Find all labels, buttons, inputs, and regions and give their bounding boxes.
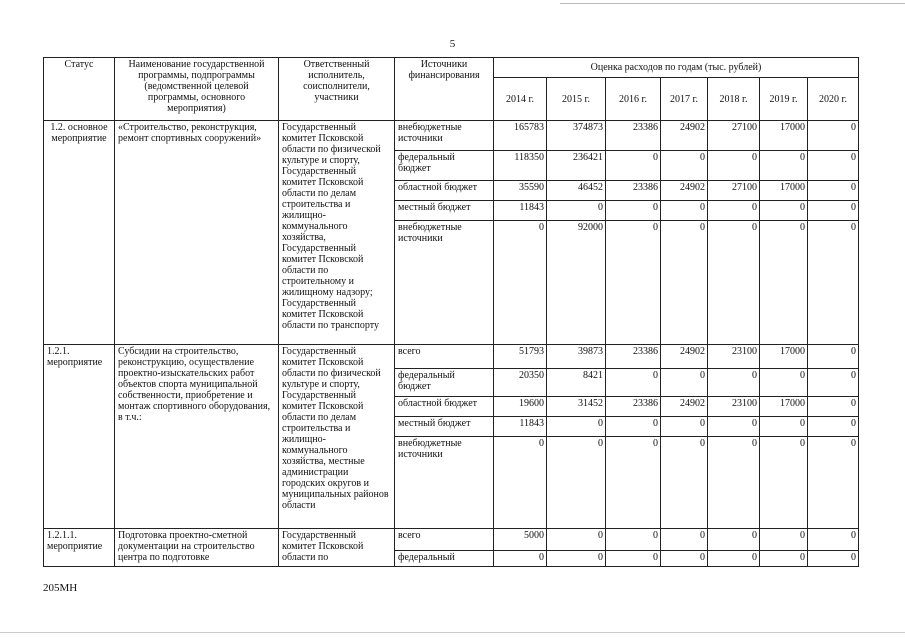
value-cell: 0 (547, 529, 606, 551)
header-estimate: Оценка расходов по годам (тыс. рублей) (494, 58, 859, 78)
value-cell: 23386 (606, 181, 661, 201)
header-year: 2020 г. (808, 78, 859, 121)
value-cell: 0 (547, 551, 606, 567)
measure-name-cell: Субсидии на строительство, реконструкцию, осуществление проектно-изыскательских работ объектов спорта муниципальной собственности, приобретение и монтаж спортивного оборудования, в т.ч.: (115, 345, 279, 529)
value-cell: 0 (708, 529, 760, 551)
value-cell: 23100 (708, 397, 760, 417)
value-cell: 0 (808, 417, 859, 437)
value-cell: 0 (494, 437, 547, 529)
value-cell: 0 (760, 201, 808, 221)
value-cell: 0 (808, 437, 859, 529)
value-cell: 0 (547, 417, 606, 437)
header-year: 2017 г. (661, 78, 708, 121)
value-cell: 0 (547, 437, 606, 529)
value-cell: 0 (760, 369, 808, 397)
value-cell: 0 (708, 221, 760, 345)
value-cell: 23386 (606, 345, 661, 369)
value-cell: 0 (760, 417, 808, 437)
source-cell: всего (395, 345, 494, 369)
executor-cell: Государственный комитет Псковской области по физической культуре и спорту, Государственный комитет Псковской области по делам строительства и жилищно-коммунального хозяйства, Государственный комитет Псковской области по строительному и жилищному надзору; Государственный комитет Псковской области по транспорту (279, 121, 395, 345)
value-cell: 0 (760, 529, 808, 551)
value-cell: 17000 (760, 181, 808, 201)
value-cell: 24902 (661, 345, 708, 369)
value-cell: 11843 (494, 417, 547, 437)
value-cell: 0 (547, 201, 606, 221)
header-source: Источники финансирования (395, 58, 494, 121)
value-cell: 374873 (547, 121, 606, 151)
value-cell: 0 (494, 221, 547, 345)
value-cell: 0 (760, 437, 808, 529)
value-cell: 0 (661, 221, 708, 345)
value-cell: 0 (661, 551, 708, 567)
value-cell: 39873 (547, 345, 606, 369)
page-number: 5 (449, 38, 456, 50)
value-cell: 0 (708, 369, 760, 397)
header-executor: Ответственный исполнитель, соисполнители, участники (279, 58, 395, 121)
value-cell: 0 (606, 437, 661, 529)
status-cell: 1.2. основное мероприятие (44, 121, 115, 345)
header-year: 2014 г. (494, 78, 547, 121)
value-cell: 0 (808, 529, 859, 551)
value-cell: 8421 (547, 369, 606, 397)
value-cell: 0 (661, 529, 708, 551)
value-cell: 5000 (494, 529, 547, 551)
financing-table (43, 57, 859, 567)
value-cell: 24902 (661, 397, 708, 417)
source-cell: федеральный (395, 551, 494, 567)
value-cell: 0 (708, 201, 760, 221)
header-name: Наименование государственной программы, подпрограммы (ведомственной целевой программы, основного мероприятия) (115, 58, 279, 121)
value-cell: 0 (760, 221, 808, 345)
header-year: 2019 г. (760, 78, 808, 121)
value-cell: 118350 (494, 151, 547, 181)
bottom-edge-line (0, 632, 905, 633)
value-cell: 0 (808, 121, 859, 151)
value-cell: 0 (661, 151, 708, 181)
value-cell: 0 (708, 417, 760, 437)
value-cell: 0 (808, 551, 859, 567)
source-cell: внебюджетные источники (395, 121, 494, 151)
value-cell: 0 (760, 551, 808, 567)
source-cell: местный бюджет (395, 201, 494, 221)
measure-name-cell: «Строительство, реконструкция, ремонт спортивных сооружений» (115, 121, 279, 345)
executor-cell: Государственный комитет Псковской области по физической культуре и спорту, Государственный комитет Псковской области по делам строительства и жилищно-коммунального хозяйства, местные администрации городских округов и муниципальных районов области (279, 345, 395, 529)
value-cell: 0 (606, 151, 661, 181)
value-cell: 24902 (661, 121, 708, 151)
value-cell: 0 (760, 151, 808, 181)
value-cell: 27100 (708, 121, 760, 151)
value-cell: 20350 (494, 369, 547, 397)
value-cell: 0 (606, 201, 661, 221)
value-cell: 0 (808, 151, 859, 181)
value-cell: 0 (606, 417, 661, 437)
source-cell: федеральный бюджет (395, 151, 494, 181)
value-cell: 0 (708, 437, 760, 529)
value-cell: 0 (808, 397, 859, 417)
source-cell: местный бюджет (395, 417, 494, 437)
value-cell: 0 (661, 201, 708, 221)
measure-name-cell: Подготовка проектно-сметной документации на строительство центра по подготовке (115, 529, 279, 567)
header-year: 2015 г. (547, 78, 606, 121)
value-cell: 0 (661, 417, 708, 437)
value-cell: 165783 (494, 121, 547, 151)
value-cell: 19600 (494, 397, 547, 417)
value-cell: 0 (661, 369, 708, 397)
value-cell: 31452 (547, 397, 606, 417)
value-cell: 0 (808, 201, 859, 221)
source-cell: областной бюджет (395, 397, 494, 417)
header-year: 2018 г. (708, 78, 760, 121)
source-cell: всего (395, 529, 494, 551)
value-cell: 92000 (547, 221, 606, 345)
value-cell: 0 (606, 529, 661, 551)
value-cell: 27100 (708, 181, 760, 201)
value-cell: 0 (808, 221, 859, 345)
value-cell: 0 (708, 151, 760, 181)
header-status: Статус (44, 58, 115, 121)
value-cell: 11843 (494, 201, 547, 221)
top-edge-line (560, 3, 905, 4)
value-cell: 17000 (760, 345, 808, 369)
executor-cell: Государственный комитет Псковской области по (279, 529, 395, 567)
source-cell: федеральный бюджет (395, 369, 494, 397)
value-cell: 0 (808, 181, 859, 201)
value-cell: 46452 (547, 181, 606, 201)
value-cell: 236421 (547, 151, 606, 181)
header-year: 2016 г. (606, 78, 661, 121)
value-cell: 0 (661, 437, 708, 529)
value-cell: 17000 (760, 397, 808, 417)
value-cell: 23386 (606, 397, 661, 417)
value-cell: 0 (606, 369, 661, 397)
status-cell: 1.2.1.1. мероприятие (44, 529, 115, 567)
source-cell: внебюджетные источники (395, 437, 494, 529)
source-cell: областной бюджет (395, 181, 494, 201)
value-cell: 51793 (494, 345, 547, 369)
value-cell: 0 (494, 551, 547, 567)
value-cell: 0 (808, 369, 859, 397)
value-cell: 0 (606, 551, 661, 567)
source-cell: внебюджетные источники (395, 221, 494, 345)
value-cell: 0 (606, 221, 661, 345)
value-cell: 35590 (494, 181, 547, 201)
status-cell: 1.2.1. мероприятие (44, 345, 115, 529)
value-cell: 23100 (708, 345, 760, 369)
value-cell: 17000 (760, 121, 808, 151)
value-cell: 0 (808, 345, 859, 369)
document-code: 205МН (43, 582, 78, 594)
value-cell: 23386 (606, 121, 661, 151)
value-cell: 24902 (661, 181, 708, 201)
value-cell: 0 (708, 551, 760, 567)
